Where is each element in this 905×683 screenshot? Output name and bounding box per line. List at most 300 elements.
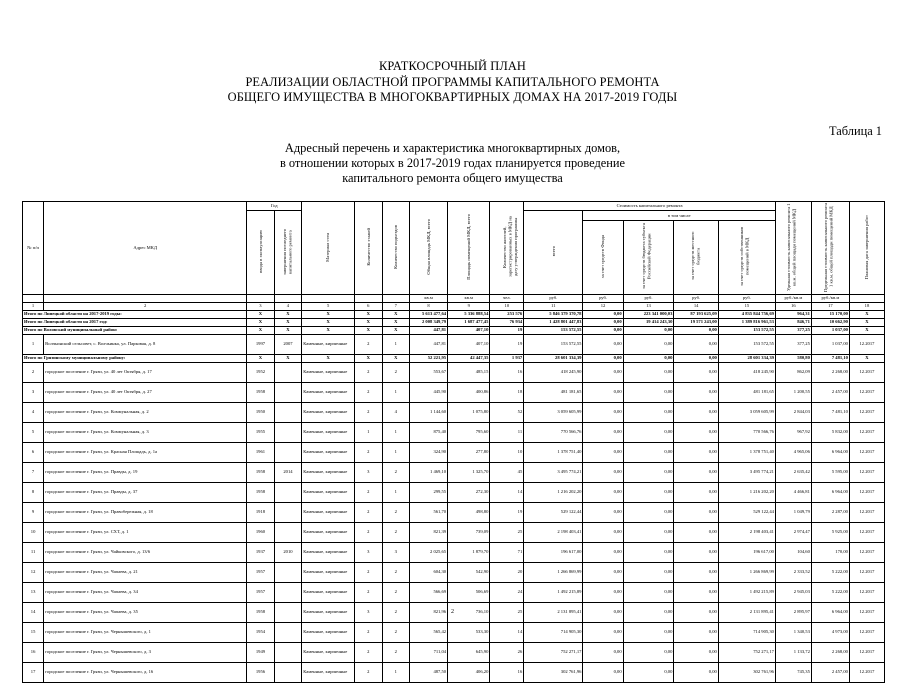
row-area: 447,81 — [410, 334, 448, 354]
table-row — [23, 442, 885, 462]
total-x-cell: X — [302, 326, 355, 334]
row-prem: 739,09 — [448, 522, 490, 542]
row-area: 1 469,10 — [410, 462, 448, 482]
table-row — [23, 334, 885, 354]
row-walls: Каменные, кирпичные — [302, 582, 355, 602]
row-floors: 2 — [355, 622, 382, 642]
row-number: 7 — [23, 462, 44, 482]
row-local: 0,00 — [674, 402, 718, 422]
total-limit-cost: 1 037,00 — [811, 326, 849, 334]
row-deadline: 12.2017 — [849, 562, 884, 582]
row-prem: 407,10 — [448, 334, 490, 354]
total-federal: 19 414 243,30 — [623, 318, 674, 326]
row-unit: 377,25 — [775, 334, 811, 354]
row-entrances: 2 — [382, 582, 409, 602]
row-federal: 0,00 — [623, 642, 674, 662]
col-number: 11 — [524, 302, 583, 310]
row-owners: 3 059 605,99 — [718, 402, 775, 422]
row-res: 16 — [490, 662, 524, 682]
row-last-repair — [274, 442, 302, 462]
title-line: ОБЩЕГО ИМУЩЕСТВА В МНОГОКВАРТИРНЫХ ДОМАХ НА 2017-2019 ГОДЫ — [227, 90, 678, 105]
row-area: 565,42 — [410, 622, 448, 642]
row-address: городское поселение г. Грязи, ул. СХТ, д. 1 — [44, 522, 247, 542]
total-x-cell: X — [382, 326, 409, 334]
row-entrances: 2 — [382, 622, 409, 642]
row-local: 0,00 — [674, 582, 718, 602]
row-res: 24 — [490, 582, 524, 602]
row-federal: 0,00 — [623, 662, 674, 682]
header-cost-all: всего — [524, 211, 583, 295]
row-number: 4 — [23, 402, 44, 422]
row-deadline: 12.2017 — [849, 362, 884, 382]
row-res: 26 — [490, 642, 524, 662]
row-deadline: 12.2017 — [849, 442, 884, 462]
row-unit: 2 945,03 — [775, 582, 811, 602]
row-entrances: 3 — [382, 542, 409, 562]
total-limit-cost: 7 481,10 — [811, 354, 849, 362]
row-number: 5 — [23, 422, 44, 442]
row-year-built: 1952 — [247, 362, 274, 382]
row-cost: 770 566,76 — [524, 422, 583, 442]
row-address: городское поселение г. Грязи, ул. Красная Площадь, д. 1а — [44, 442, 247, 462]
row-limit: 2 457,00 — [811, 382, 849, 402]
row-deadline: 12.2017 — [849, 402, 884, 422]
row-area: 445,90 — [410, 382, 448, 402]
row-deadline: 12.2017 — [849, 382, 884, 402]
row-local: 0,00 — [674, 442, 718, 462]
row-limit: 5 595,00 — [811, 462, 849, 482]
row-res: 19 — [490, 502, 524, 522]
row-local: 0,00 — [674, 522, 718, 542]
row-owners: 1 378 751,40 — [718, 442, 775, 462]
total-area-total: 5 613 477,64 — [410, 310, 448, 318]
row-walls: Каменные, кирпичные — [302, 334, 355, 354]
row-entrances: 1 — [382, 482, 409, 502]
header-cost: Стоимость капитального ремонта — [524, 202, 776, 211]
row-last-repair: 2010 — [274, 542, 302, 562]
col-number: 13 — [623, 302, 674, 310]
table-body — [23, 310, 885, 682]
total-cost: 5 846 379 370,78 — [524, 310, 583, 318]
row-unit: 1 049,79 — [775, 502, 811, 522]
row-federal: 0,00 — [623, 502, 674, 522]
total-x-cell: X — [382, 354, 409, 362]
row-owners: 153 572,55 — [718, 334, 775, 354]
col-number: 5 — [302, 302, 355, 310]
table-row — [23, 402, 885, 422]
col-number: 8 — [410, 302, 448, 310]
row-floors: 2 — [355, 402, 382, 422]
row-owners: 418 245,90 — [718, 362, 775, 382]
total-area-total: 2 008 349,79 — [410, 318, 448, 326]
col-number: 4 — [274, 302, 302, 310]
row-owners: 1 216 202,20 — [718, 482, 775, 502]
row-year-built: 1956 — [247, 662, 274, 682]
total-unit-cost: 580,80 — [775, 354, 811, 362]
header-entrances: Количество подъездов — [382, 202, 409, 295]
row-federal: 0,00 — [623, 462, 674, 482]
row-address: городское поселение г. Грязи, ул. Чапаева, д. 21 — [44, 562, 247, 582]
row-area: 324,90 — [410, 442, 448, 462]
total-deadline: X — [849, 318, 884, 326]
total-area-premises: 5 336 888,54 — [448, 310, 490, 318]
total-area-premises: 407,10 — [448, 326, 490, 334]
row-limit: 5 925,00 — [811, 522, 849, 542]
row-address: городское поселение г. Грязи, ул. Чернышевского, д. 3 — [44, 642, 247, 662]
row-year-built: 1957 — [247, 562, 274, 582]
unit-cell: руб./кв.м — [811, 294, 849, 302]
col-number: 17 — [811, 302, 849, 310]
row-last-repair — [274, 502, 302, 522]
row-local: 0,00 — [674, 662, 718, 682]
row-entrances: 2 — [382, 462, 409, 482]
row-number: 13 — [23, 582, 44, 602]
row-walls: Каменные, кирпичные — [302, 562, 355, 582]
header-num: № п/п — [23, 202, 44, 295]
total-x-cell: X — [274, 354, 302, 362]
row-cost: 3 495 774,21 — [524, 462, 583, 482]
row-fund: 0,00 — [583, 662, 623, 682]
row-federal: 0,00 — [623, 562, 674, 582]
total-x-cell: X — [382, 318, 409, 326]
unit-cell: руб. — [524, 294, 583, 302]
table-number: Таблица 1 — [829, 124, 882, 138]
table-row — [23, 362, 885, 382]
total-owners: 28 601 334,39 — [718, 354, 775, 362]
total-unit-cost: 377,25 — [775, 326, 811, 334]
row-address: городское поселение г. Грязи, ул. Чернышевского, д. 1 — [44, 622, 247, 642]
table-row — [23, 662, 885, 682]
row-limit: 2 287,00 — [811, 502, 849, 522]
table-row — [23, 622, 885, 642]
row-limit: 6 964,00 — [811, 482, 849, 502]
row-fund: 0,00 — [583, 442, 623, 462]
row-floors: 2 — [355, 502, 382, 522]
row-year-built: 1958 — [247, 462, 274, 482]
row-unit: 2 333,52 — [775, 562, 811, 582]
row-address: городское поселение г. Грязи, ул. Коммунальная, д. 3 — [44, 422, 247, 442]
row-limit: 4 973,00 — [811, 622, 849, 642]
row-entrances: 1 — [382, 662, 409, 682]
row-last-repair — [274, 522, 302, 542]
row-walls: Каменные, кирпичные — [302, 482, 355, 502]
row-last-repair — [274, 622, 302, 642]
row-last-repair — [274, 582, 302, 602]
row-local: 0,00 — [674, 382, 718, 402]
row-unit: 745,35 — [775, 662, 811, 682]
row-number: 10 — [23, 522, 44, 542]
row-unit: 862,09 — [775, 362, 811, 382]
row-number: 9 — [23, 502, 44, 522]
row-local: 0,00 — [674, 602, 718, 622]
row-prem: 795,60 — [448, 422, 490, 442]
total-label: Итого по Липецкой области на 2017 год: — [23, 318, 247, 326]
total-x-cell: X — [274, 310, 302, 318]
row-unit: 4 466,81 — [775, 482, 811, 502]
row-federal: 0,00 — [623, 602, 674, 622]
row-entrances: 2 — [382, 362, 409, 382]
row-area: 566,69 — [410, 582, 448, 602]
row-walls: Каменные, кирпичные — [302, 662, 355, 682]
row-res: 10 — [490, 442, 524, 462]
row-limit: 7 481,10 — [811, 402, 849, 422]
row-address: городское поселение г. Грязи, ул. Коммунальная, д. 2 — [44, 402, 247, 422]
row-prem: 542,90 — [448, 562, 490, 582]
row-cost: 529 122,44 — [524, 502, 583, 522]
col-number: 18 — [849, 302, 884, 310]
row-deadline: 12.2017 — [849, 582, 884, 602]
page-number: 2 — [451, 609, 454, 615]
row-floors: 2 — [355, 522, 382, 542]
row-owners: 714 905,30 — [718, 622, 775, 642]
total-x-cell: X — [274, 326, 302, 334]
row-limit: 2 268,00 — [811, 362, 849, 382]
total-x-cell: X — [247, 326, 274, 334]
row-floors: 2 — [355, 362, 382, 382]
row-fund: 0,00 — [583, 542, 623, 562]
table-row — [23, 562, 885, 582]
row-prem: 506,69 — [448, 582, 490, 602]
row-prem: 1 325,70 — [448, 462, 490, 482]
row-fund: 0,00 — [583, 642, 623, 662]
row-entrances: 2 — [382, 562, 409, 582]
col-number: 3 — [247, 302, 274, 310]
row-fund: 0,00 — [583, 482, 623, 502]
row-cost: 2 131 895,41 — [524, 602, 583, 622]
unit-cell: руб. — [623, 294, 674, 302]
row-owners: 2 198 403,41 — [718, 522, 775, 542]
col-number: 12 — [583, 302, 623, 310]
row-fund: 0,00 — [583, 334, 623, 354]
row-year-built: 1960 — [247, 522, 274, 542]
row-entrances: 1 — [382, 442, 409, 462]
row-unit: 4 965,06 — [775, 442, 811, 462]
row-limit: 6 964,00 — [811, 602, 849, 622]
total-x-cell: X — [355, 354, 382, 362]
row-res: 71 — [490, 542, 524, 562]
total-cost: 1 428 801 447,83 — [524, 318, 583, 326]
total-row — [23, 326, 885, 334]
total-local: 87 193 625,09 — [674, 310, 718, 318]
row-year-built: 1958 — [247, 482, 274, 502]
total-local: 0,00 — [674, 354, 718, 362]
column-numbers-row — [23, 302, 885, 310]
total-deadline: X — [849, 354, 884, 362]
row-area: 821,39 — [410, 522, 448, 542]
row-year-built: 1961 — [247, 442, 274, 462]
col-number: 1 — [23, 302, 44, 310]
total-area-premises: 42 447,35 — [448, 354, 490, 362]
col-number: 9 — [448, 302, 490, 310]
total-cost: 153 572,55 — [524, 326, 583, 334]
row-limit: 5 832,00 — [811, 422, 849, 442]
row-fund: 0,00 — [583, 522, 623, 542]
row-floors: 2 — [355, 482, 382, 502]
row-address: Волчьинский сельсовет, с. Волчьинка, ул. Парковая, д. 8 — [44, 334, 247, 354]
header-floors: Количество этажей — [355, 202, 382, 295]
table-row — [23, 582, 885, 602]
header-area-total: Общая площадь МКД, всего — [410, 202, 448, 295]
row-federal: 0,00 — [623, 442, 674, 462]
total-federal: 0,00 — [623, 326, 674, 334]
row-number: 17 — [23, 662, 44, 682]
row-owners: 752 271,17 — [718, 642, 775, 662]
row-deadline: 12.2017 — [849, 422, 884, 442]
row-prem: 272,30 — [448, 482, 490, 502]
row-entrances: 2 — [382, 522, 409, 542]
row-federal: 0,00 — [623, 522, 674, 542]
row-unit: 1 200,55 — [775, 382, 811, 402]
row-local: 0,00 — [674, 362, 718, 382]
total-cost: 28 601 334,39 — [524, 354, 583, 362]
total-deadline: X — [849, 326, 884, 334]
row-local: 0,00 — [674, 502, 718, 522]
row-cost: 302 761,96 — [524, 662, 583, 682]
unit-cell: кв.м — [410, 294, 448, 302]
row-res: 14 — [490, 622, 524, 642]
caption-line: капитального ремонта общего имущества — [342, 171, 563, 185]
header-address: Адрес МКД — [44, 202, 247, 295]
row-year-built: 1997 — [247, 334, 274, 354]
row-floors: 3 — [355, 462, 382, 482]
row-last-repair — [274, 382, 302, 402]
row-local: 0,00 — [674, 622, 718, 642]
row-area: 711,04 — [410, 642, 448, 662]
total-x-cell: X — [355, 310, 382, 318]
total-fund: 0,00 — [583, 354, 623, 362]
row-walls: Каменные, кирпичные — [302, 522, 355, 542]
row-unit: 2 844,03 — [775, 402, 811, 422]
row-address: городское поселение г. Грязи, ул. Правды, д. 37 — [44, 482, 247, 502]
row-prem: 736,10 — [448, 602, 490, 622]
row-res: 14 — [490, 482, 524, 502]
table-row — [23, 382, 885, 402]
row-address: городское поселение г. Грязи, ул. 40 лет Октября, д. 17 — [44, 362, 247, 382]
row-walls: Каменные, кирпичные — [302, 642, 355, 662]
row-local: 0,00 — [674, 642, 718, 662]
row-fund: 0,00 — [583, 562, 623, 582]
total-x-cell: X — [247, 354, 274, 362]
row-local: 0,00 — [674, 422, 718, 442]
row-deadline: 12.2017 — [849, 502, 884, 522]
row-res: 18 — [490, 382, 524, 402]
row-prem: 406,20 — [448, 662, 490, 682]
row-federal: 0,00 — [623, 402, 674, 422]
row-entrances: 1 — [382, 334, 409, 354]
row-walls: Каменные, кирпичные — [302, 602, 355, 622]
table-row — [23, 522, 885, 542]
col-number: 2 — [44, 302, 247, 310]
row-year-built: 1957 — [247, 582, 274, 602]
row-unit: 1 340,53 — [775, 622, 811, 642]
col-number: 6 — [355, 302, 382, 310]
row-limit: 2 457,00 — [811, 662, 849, 682]
row-cost: 196 617,00 — [524, 542, 583, 562]
row-owners: 529 122,44 — [718, 502, 775, 522]
row-res: 52 — [490, 402, 524, 422]
row-fund: 0,00 — [583, 502, 623, 522]
total-area-premises: 1 687 477,45 — [448, 318, 490, 326]
row-entrances: 2 — [382, 502, 409, 522]
row-cost: 1 492 215,89 — [524, 582, 583, 602]
col-number: 16 — [775, 302, 811, 310]
row-floors: 3 — [355, 542, 382, 562]
total-area-total: 447,81 — [410, 326, 448, 334]
row-last-repair: 2014 — [274, 462, 302, 482]
row-cost: 1 266 869,99 — [524, 562, 583, 582]
total-residents: 76 934 — [490, 318, 524, 326]
row-year-built: 1954 — [247, 622, 274, 642]
row-limit: 2 268,00 — [811, 642, 849, 662]
row-entrances: 2 — [382, 642, 409, 662]
row-number: 12 — [23, 562, 44, 582]
row-prem: 533,30 — [448, 622, 490, 642]
row-area: 487,50 — [410, 662, 448, 682]
row-unit: 104,60 — [775, 542, 811, 562]
row-year-built: 1950 — [247, 402, 274, 422]
row-cost: 2 198 403,41 — [524, 522, 583, 542]
row-address: городское поселение г. Грязи, ул. Чапаева, д. 35 — [44, 602, 247, 622]
row-area: 299,55 — [410, 482, 448, 502]
row-cost: 153 572,55 — [524, 334, 583, 354]
col-number: 15 — [718, 302, 775, 310]
row-area: 604,30 — [410, 562, 448, 582]
total-x-cell: X — [274, 318, 302, 326]
row-unit: 2 635,42 — [775, 462, 811, 482]
row-cost: 1 216 202,20 — [524, 482, 583, 502]
row-prem: 1 879,70 — [448, 542, 490, 562]
total-label: Итого по Липецкой области на 2017-2019 годы: — [23, 310, 247, 318]
total-row — [23, 354, 885, 362]
units-row — [23, 294, 885, 302]
row-floors: 2 — [355, 442, 382, 462]
header-last-repair: завершения последнего капитального ремонта — [274, 211, 302, 295]
row-local: 0,00 — [674, 462, 718, 482]
row-entrances: 1 — [382, 422, 409, 442]
row-year-built: 1955 — [247, 422, 274, 442]
row-federal: 0,00 — [623, 362, 674, 382]
row-year-built: 1918 — [247, 502, 274, 522]
row-walls: Каменные, кирпичные — [302, 402, 355, 422]
row-entrances: 2 — [382, 602, 409, 622]
row-year-built: 1958 — [247, 382, 274, 402]
table-caption — [0, 141, 905, 186]
row-limit: 6 964,00 — [811, 442, 849, 462]
row-year-built: 1937 — [247, 542, 274, 562]
row-limit: 5 222,00 — [811, 562, 849, 582]
row-federal: 0,00 — [623, 382, 674, 402]
row-address: городское поселение г. Грязи, ул. Правды, д. 19 — [44, 462, 247, 482]
header-including: в том числе — [583, 211, 775, 221]
row-federal: 0,00 — [623, 482, 674, 502]
col-number: 14 — [674, 302, 718, 310]
row-walls: Каменные, кирпичные — [302, 382, 355, 402]
row-prem: 485,15 — [448, 362, 490, 382]
row-prem: 1 075,80 — [448, 402, 490, 422]
col-number: 7 — [382, 302, 409, 310]
row-owners: 196 617,00 — [718, 542, 775, 562]
row-owners: 481 181,65 — [718, 382, 775, 402]
row-number: 14 — [23, 602, 44, 622]
total-residents: 19 — [490, 326, 524, 334]
total-x-cell: X — [302, 354, 355, 362]
row-deadline: 12.2017 — [849, 602, 884, 622]
total-x-cell: X — [247, 318, 274, 326]
unit-cell: руб. — [718, 294, 775, 302]
row-fund: 0,00 — [583, 402, 623, 422]
col-number: 10 — [490, 302, 524, 310]
row-entrances: 4 — [382, 402, 409, 422]
